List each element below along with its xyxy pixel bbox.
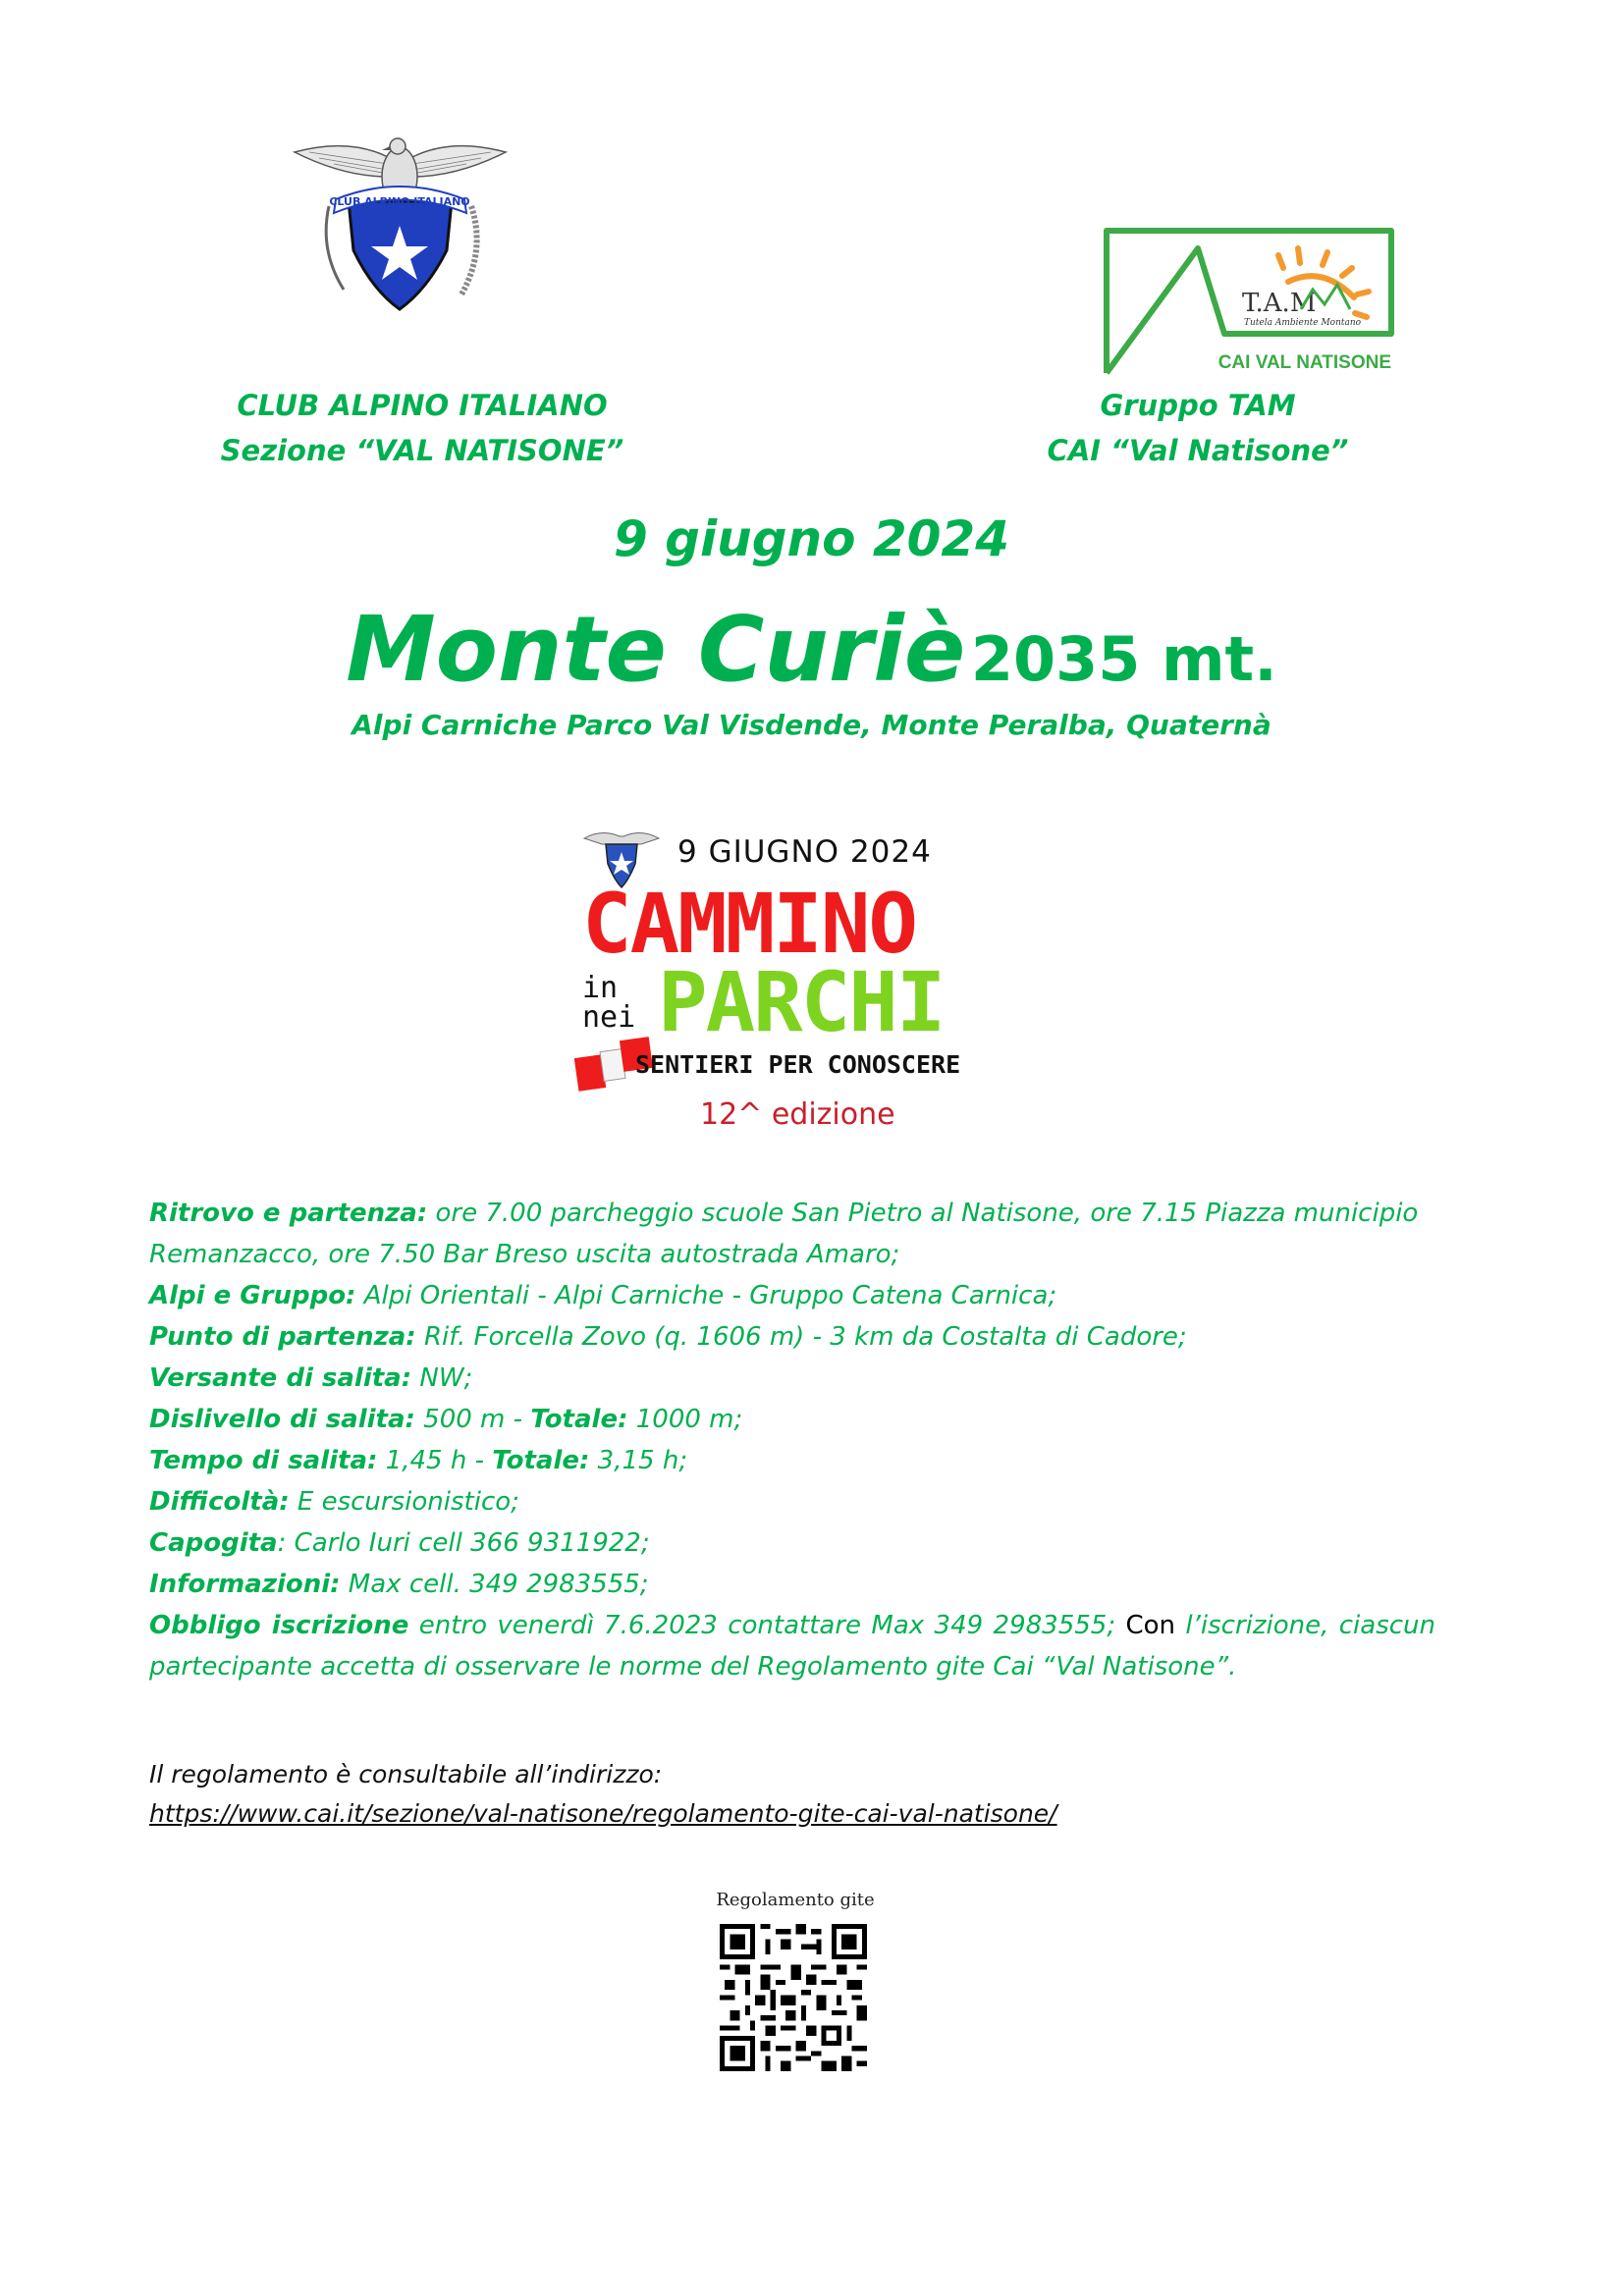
detail-time: Tempo di salita: 1,45 h - Totale: 3,15 h; xyxy=(149,1446,688,1475)
detail-registration: Obbligo iscrizione entro venerdì 7.6.2023 contattare Max 349 2983555; Con l’iscrizione, ciascun partecipante accetta di osservare le norme del Regolamento gite Cai “Val Natisone”. xyxy=(149,1611,1436,1682)
detail-slope: Versante di salita: NW; xyxy=(149,1363,473,1393)
eagle-shield-icon xyxy=(290,133,511,319)
event-title xyxy=(0,597,1623,702)
event-subtitle: Alpi Carniche Parco Val Visdende, Monte Peralba, Quaternà xyxy=(352,709,1271,741)
tam-logo xyxy=(1097,211,1401,378)
cammino-nei-parchi-banner xyxy=(574,827,1016,1141)
svg-text:CAI VAL NATISONE: CAI VAL NATISONE xyxy=(1217,352,1391,373)
banner-tagline: SENTIERI PER CONOSCERE xyxy=(635,1050,961,1079)
section-name: Sezione “VAL NATISONE” xyxy=(220,434,624,467)
event-details xyxy=(149,1193,1435,1687)
detail-meeting: Ritrovo e partenza: ore 7.00 parcheggio scuole San Pietro al Natisone, ore 7.15 Piazza municipio Remanzacco, ore 7.50 Bar Breso uscita autostrada Amaro; xyxy=(149,1199,1419,1269)
cai-logo xyxy=(290,133,511,319)
detail-start-point: Punto di partenza: Rif. Forcella Zovo (q. 1606 m) - 3 km da Costalta di Cadore; xyxy=(149,1322,1187,1352)
detail-elevation: Dislivello di salita: 500 m - Totale: 1000 m; xyxy=(149,1405,743,1434)
tam-header xyxy=(1001,383,1394,473)
banner-in-nei: in nei xyxy=(582,971,636,1035)
club-name: CLUB ALPINO ITALIANO xyxy=(237,389,608,422)
detail-difficulty: Difficoltà: E escursionistico; xyxy=(149,1487,519,1517)
svg-text:CLUB ALPINO ITALIANO: CLUB ALPINO ITALIANO xyxy=(329,195,470,208)
regulation-link[interactable]: https://www.cai.it/sezione/val-natisone/regolamento-gite-cai-val-natisone/ xyxy=(149,1799,1057,1828)
mountain-altitude: 2035 mt. xyxy=(970,623,1277,695)
event-date: 9 giugno 2024 xyxy=(613,510,1010,567)
svg-text:Tutela Ambiente Montano: Tutela Ambiente Montano xyxy=(1244,318,1362,328)
mountain-name: Monte Curiè xyxy=(346,597,966,702)
group-name: Gruppo TAM xyxy=(1100,389,1296,422)
group-section: CAI “Val Natisone” xyxy=(1047,434,1349,467)
detail-group: Alpi e Gruppo: Alpi Orientali - Alpi Carniche - Gruppo Catena Carnica; xyxy=(149,1281,1057,1310)
regulation-note: Il regolamento è consultabile all’indirizzo: xyxy=(149,1760,663,1789)
banner-cammino: CAMMINO xyxy=(582,876,917,972)
banner-edition: 12^ edizione xyxy=(700,1097,895,1132)
qr-label: Regolamento gite xyxy=(716,1890,875,1910)
qr-code-icon xyxy=(720,1924,867,2071)
tam-mountain-sun-icon xyxy=(1097,211,1401,378)
detail-leader: Capogita: Carlo Iuri cell 366 9311922; xyxy=(149,1528,650,1558)
banner-parchi: PARCHI xyxy=(658,954,945,1050)
banner-date: 9 GIUGNO 2024 xyxy=(677,834,932,870)
qr-code[interactable] xyxy=(720,1924,867,2071)
svg-text:T.A.M: T.A.M xyxy=(1242,289,1317,318)
detail-info: Informazioni: Max cell. 349 2983555; xyxy=(149,1570,649,1599)
club-header xyxy=(177,383,668,473)
